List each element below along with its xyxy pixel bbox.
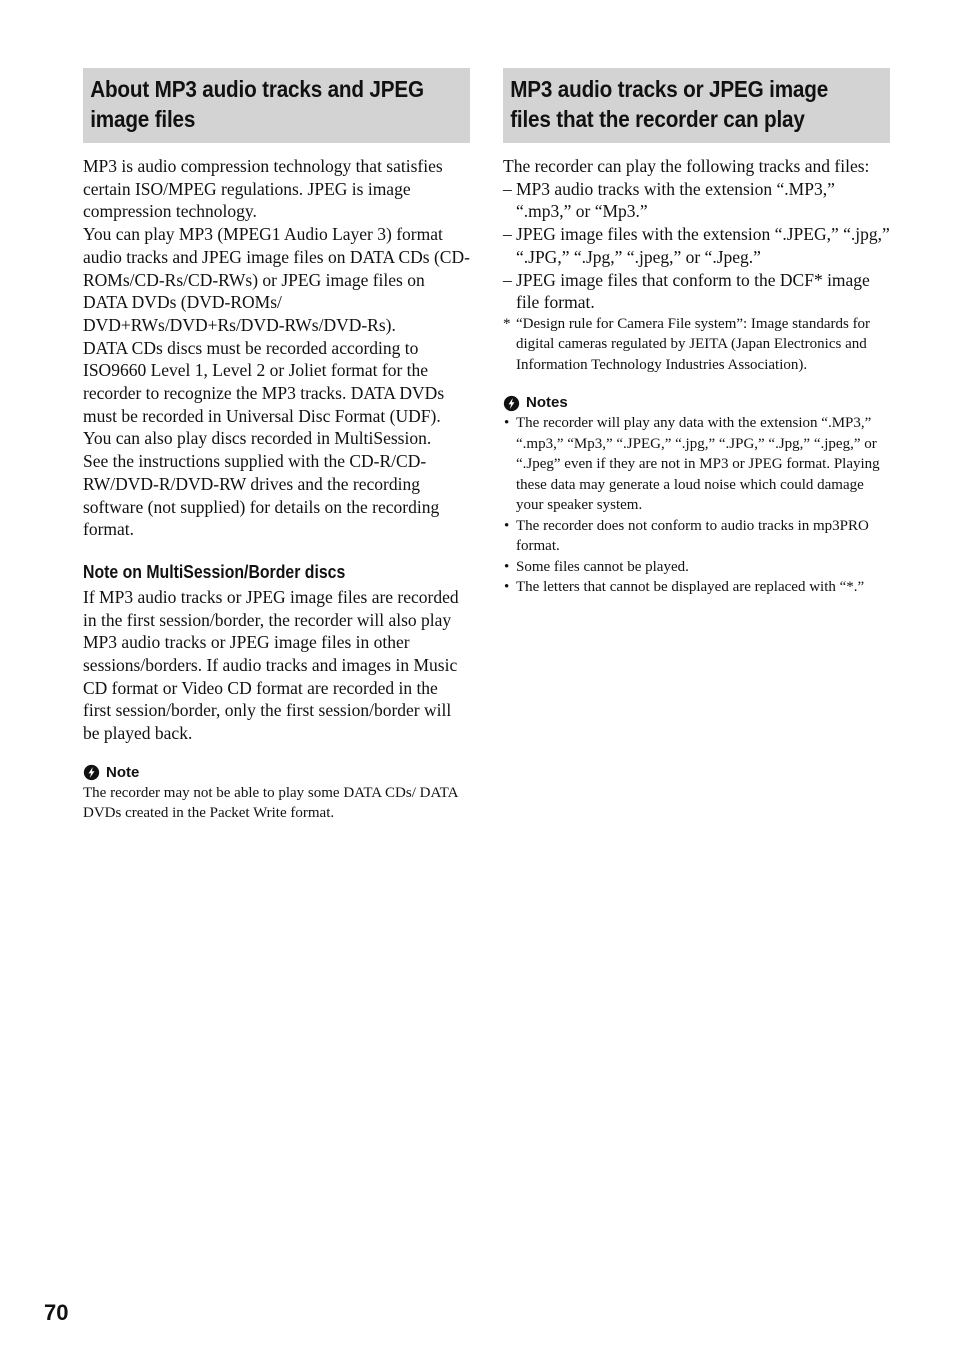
list-item: • Some files cannot be played. bbox=[504, 558, 689, 575]
note-heading bbox=[83, 763, 470, 783]
notes-label: Notes bbox=[526, 394, 568, 412]
right-column bbox=[503, 68, 890, 598]
footnote: * “Design rule for Camera File system”: Image standards for digital cameras regulated by JEITA (Japan Electronics and Information Technology Industries Association). bbox=[503, 315, 871, 373]
note-icon bbox=[503, 395, 520, 412]
list-item: • The letters that cannot be displayed are replaced with “*.” bbox=[504, 579, 865, 596]
right-heading: MP3 audio tracks or JPEG image files that the recorder can play bbox=[503, 68, 890, 143]
list-item: • The recorder will play any data with the extension “.MP3,” “.mp3,” “Mp3,” “.JPEG,” “.jpg,” “.JPG,” “.Jpg,” “.jpeg,” or “.Jpeg” even if they are not in MP3 or JPEG format. Playing these data may generate a loud noise which could damage your speaker system. bbox=[504, 415, 880, 514]
page-number: 70 bbox=[44, 1300, 69, 1325]
left-paragraph-2: You can play MP3 (MPEG1 Audio Layer 3) format audio tracks and JPEG image files on DATA CDs (CD-ROMs/CD-Rs/CD-RWs) or JPEG image files on DATA DVDs (DVD-ROMs/ DVD+RWs/DVD+Rs/DVD-RWs/DVD-Rs). bbox=[83, 224, 470, 335]
left-paragraph-3: DATA CDs discs must be recorded according to ISO9660 Level 1, Level 2 or Joliet format for the recorder to recognize the MP3 tracks. DATA DVDs must be recorded in Universal Disc Format (UDF). You can also play discs recorded in MultiSession. bbox=[83, 337, 445, 449]
multisession-subheading: Note on MultiSession/Border discs bbox=[83, 561, 346, 582]
left-heading-box bbox=[83, 68, 470, 143]
notes-heading bbox=[503, 393, 890, 413]
note-text: The recorder may not be able to play some DATA CDs/ DATA DVDs created in the Packet Write format. bbox=[83, 784, 458, 822]
multisession-paragraph: If MP3 audio tracks or JPEG image files are recorded in the first session/border, the recorder will also play MP3 audio tracks or JPEG image files in other sessions/borders. If audio tracks and images in Music CD format or Video CD format are recorded in the first session/border, only the first session/border will be played back. bbox=[83, 586, 459, 744]
list-item: – JPEG image files with the extension “.JPEG,” “.jpg,” “.JPG,” “.Jpg,” “.jpeg,” or “.Jpeg.” bbox=[503, 224, 890, 267]
left-heading: About MP3 audio tracks and JPEG image files bbox=[83, 68, 470, 143]
list-item: – JPEG image files that conform to the DCF* image file format. bbox=[503, 269, 870, 313]
list-item: – MP3 audio tracks with the extension “.MP3,” “.mp3,” or “Mp3.” bbox=[503, 178, 835, 222]
left-paragraph-4: See the instructions supplied with the CD-R/CD-RW/DVD-R/DVD-RW drives and the recording software (not supplied) for details on the recording format. bbox=[83, 451, 440, 540]
right-heading-box bbox=[503, 68, 890, 143]
note-label: Note bbox=[106, 763, 140, 781]
left-column bbox=[83, 68, 470, 824]
right-intro: The recorder can play the following tracks and files: bbox=[503, 156, 870, 176]
left-paragraph-1: MP3 is audio compression technology that satisfies certain ISO/MPEG regulations. JPEG is image compression technology. bbox=[83, 156, 443, 222]
note-icon bbox=[83, 764, 100, 781]
list-item: • The recorder does not conform to audio tracks in mp3PRO format. bbox=[504, 517, 869, 555]
